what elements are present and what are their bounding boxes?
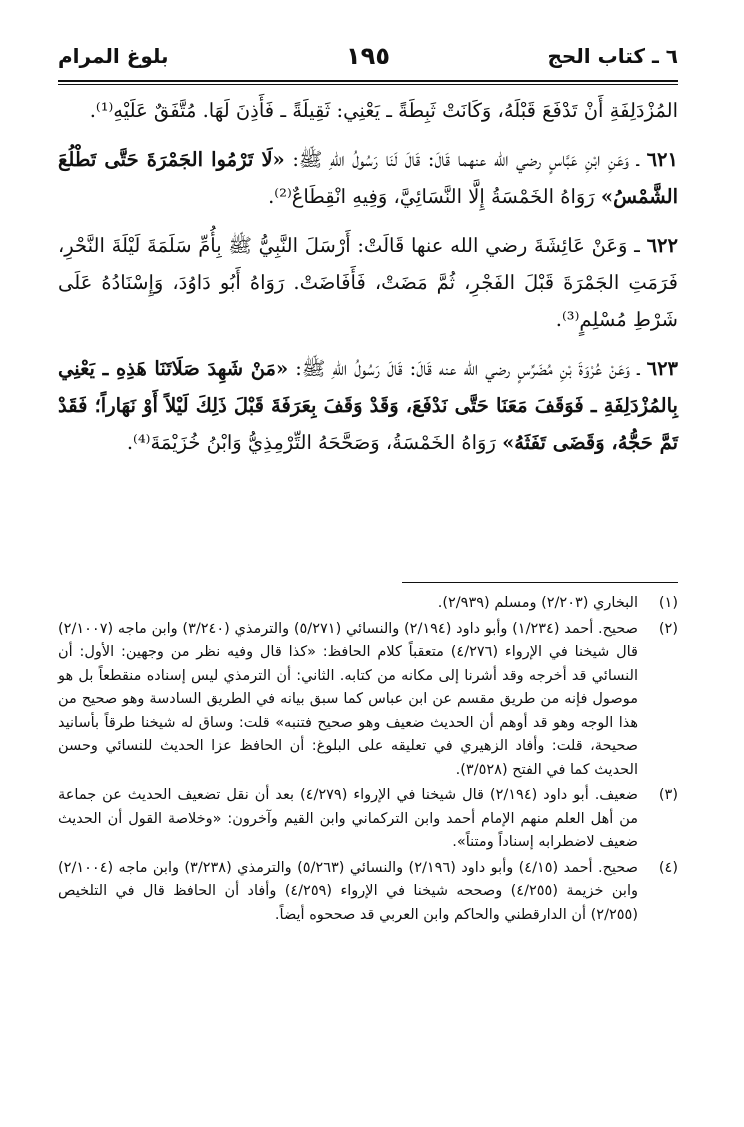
footnote-separator: [402, 582, 678, 583]
page-number: ١٩٥: [346, 42, 390, 70]
paragraph-continuation: [58, 92, 678, 129]
hadith-number: ٦٢١: [646, 148, 678, 171]
hadith-621: [58, 141, 678, 215]
hadith-source: رَوَاهُ الخَمْسَةُ، وَصَحَّحَهُ التِّرْمِذِيُّ وَابْنُ خُزَيْمَةَ⁽⁴⁾.: [126, 431, 496, 454]
hadith-quote: «لَا تَرْمُوا الجَمْرَةَ حَتَّى تَطْلُعَ الشَّمْسُ»: [58, 148, 678, 208]
chapter-title: ٦ ـ كتاب الحج: [547, 44, 678, 68]
hadith-text: ـ وَعَنْ عَائِشَةَ رضي الله عنها قَالَتْ: أَرْسَلَ النَّبِيُّ ﷺ بِأُمِّ سَلَمَةَ لَيْلَةَ النَّحْرِ، فَرَمَتِ الجَمْرَةَ قَبْلَ الفَجْرِ، ثُمَّ مَضَتْ، فَأَفَاضَتْ. رَوَاهُ أَبُو دَاوُدَ، وَإِسْنَادُهُ عَلَى شَرْطِ مُسْلِمٍ⁽³⁾.: [58, 234, 678, 331]
footnote-text: البخاري (٢/٢٠٣) ومسلم (٢/٩٣٩).: [437, 595, 638, 611]
hadith-intro: ـ وَعَنِ ابْنِ عَبَّاسٍ رضي الله عنهما قَالَ: قَالَ لَنَا رَسُولُ اللهِ ﷺ:: [292, 148, 639, 171]
footnotes: [58, 592, 678, 929]
footnote: [58, 784, 678, 855]
footnote-text: صحيح. أحمد (١/٢٣٤) وأبو داود (٢/١٩٤) والنسائي (٥/٢٧١) والترمذي (٣/٢٤٠) وابن ماجه (٢/١٠٠٧) قال شيخنا في الإرواء (٤/٢٧٦) متعقباً كلام الحافظ: «كذا قال وفيه نظر من وجهين: الأول: أن النسائي قد أخرجه وقد أشرنا إلى مكانه من كتابه. الثاني: أن الترمذي ليس إسناده منقطعاً بل هو موصول فإنه من طريق مقسم عن ابن عباس كما سبق بيانه في الطريق السادسة وهو صحيح من هذا الوجه وهو قد أوهم أن الحديث ضعيف وهو صحيح فتنبه» قلت: وساق له شيخنا طرقاً بأسانيد صحيحة، قلت: وأفاد الزهيري في تعليقه على البلوغ: أن الحافظ عزا الحديث للنسائي وحسن الحديث كما في الفتح (٣/٥٢٨).: [58, 620, 638, 778]
paragraph-text: المُزْدَلِفَةِ أَنْ تَدْفَعَ قَبْلَهُ، وَكَانَتْ ثَبِطَةً ـ يَعْنِي: ثَقِيلَةً ـ فَأَذِنَ لَهَا. مُتَّفَقٌ عَلَيْهِ⁽¹⁾.: [89, 99, 678, 122]
footnote: [58, 857, 678, 928]
footnote-number: (٤): [658, 859, 678, 876]
footnote-number: (٢): [658, 620, 678, 637]
book-title: بلوغ المرام: [58, 44, 169, 68]
hadith-623: [58, 350, 678, 461]
hadith-intro: ـ وَعَنْ عُرْوَةَ بْنِ مُضَرِّسٍ رضي الله عنه قَالَ: قَالَ رَسُولُ اللهِ ﷺ:: [295, 357, 640, 380]
hadith-number: ٦٢٣: [646, 357, 679, 380]
hadith-quote: «مَنْ شَهِدَ صَلَاتَنَا هَذِهِ ـ يَعْنِي بِالمُزْدَلِفَةِ ـ فَوَقَفَ مَعَنَا حَتَّى نَدْفَعَ، وَقَدْ وَقَفَ بِعَرَفَةَ قَبْلَ ذَلِكَ لَيْلاً أَوْ نَهَاراً؛ فَقَدْ تَمَّ حَجُّهُ، وَقَضَى تَفَثَهُ»: [58, 357, 678, 454]
footnote-text: ضعيف. أبو داود (٢/١٩٤) قال شيخنا في الإرواء (٤/٢٧٩) بعد أن نقل تضعيف الحديث عن جماعة من أهل العلم منهم الإمام أحمد وابن التركماني وابن القيم وآخرون: «وخلاصة القول أن الحديث ضعيف لاضطرابه إسناداً ومتناً».: [58, 787, 638, 850]
footnote-number: (١): [658, 595, 678, 611]
footnote: [58, 592, 678, 616]
page-header: [58, 36, 678, 76]
footnote-number: (٣): [658, 787, 678, 803]
footnote: [58, 618, 678, 783]
footnote-text: صحيح. أحمد (٤/١٥) وأبو داود (٢/١٩٦) والنسائي (٥/٢٦٣) والترمذي (٣/٢٣٨) وابن ماجه (٢/١٠٠٤) وابن خزيمة (٤/٢٥٥) وصححه شيخنا في الإرواء (٤/٢٥٩) وأفاد أن الحافظ قال في التلخيص (٢/٢٥٥) أن الدارقطني والحاكم وابن العربي قد صححوه أيضاً.: [58, 859, 638, 923]
hadith-source: رَوَاهُ الخَمْسَةُ إِلَّا النَّسَائِيَّ، وَفِيهِ انْقِطَاعٌ⁽²⁾.: [268, 185, 595, 208]
header-rule: [58, 80, 678, 85]
hadith-number: ٦٢٢: [646, 234, 678, 257]
main-text: [58, 92, 678, 473]
hadith-622: [58, 227, 678, 338]
